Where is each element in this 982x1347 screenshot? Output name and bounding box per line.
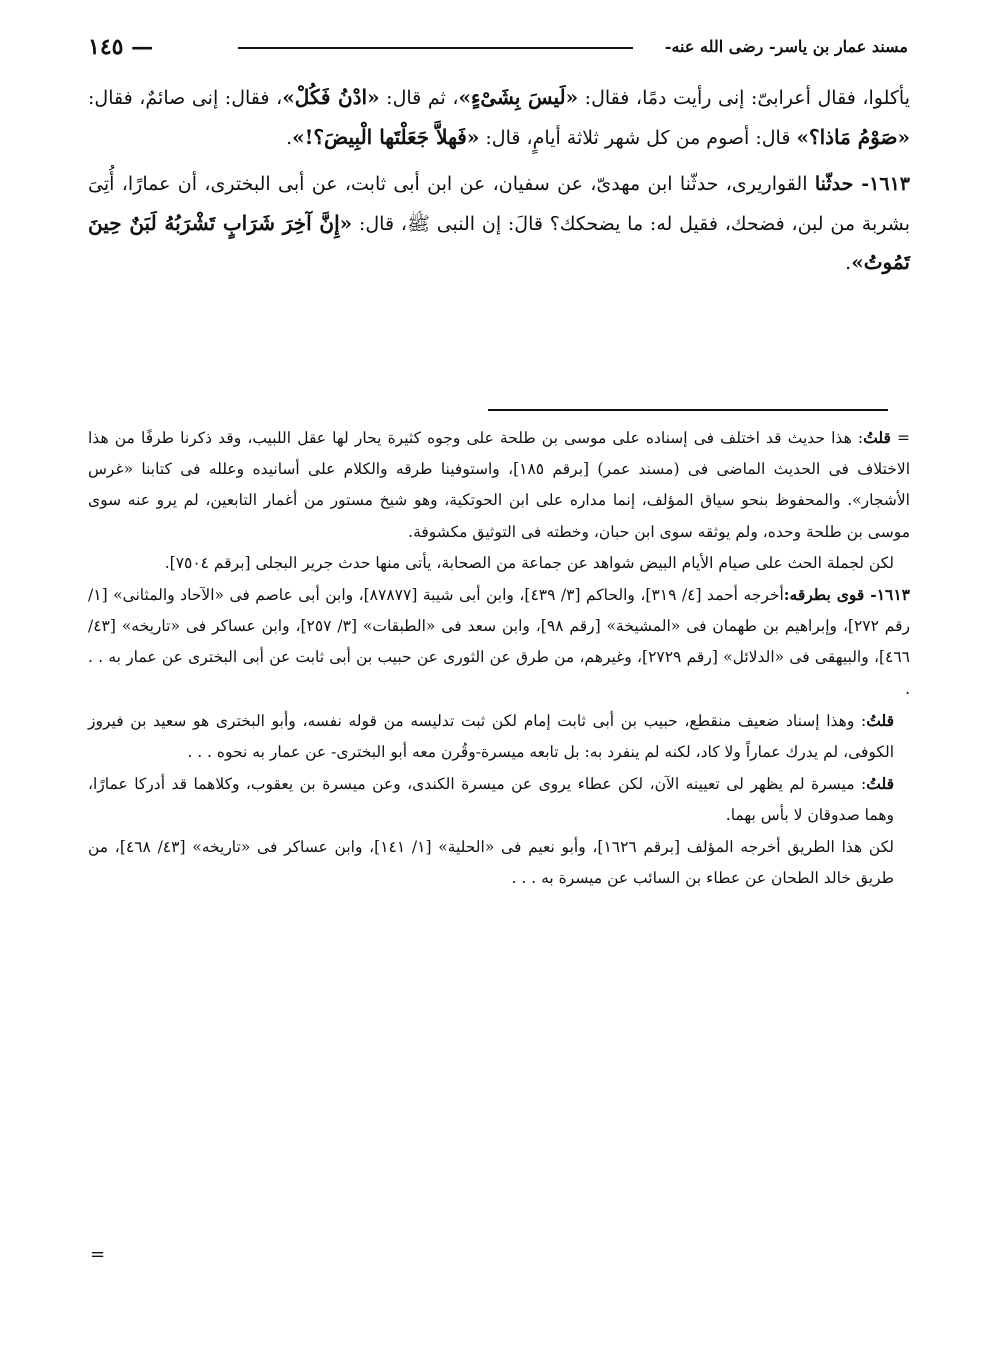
text-span: ، ثم قال: [379, 87, 459, 109]
text-span: : وهذا إسناد ضعيف منقطع، حبيب بن أبى ثابت إمام لكن ثبت تدليسه من قوله نفسه، وأبو البخترى هو سعيد بن فيروز الكوفى، لم يدرك عماراً ولا كاد، لكنه لم ينفرد به: بل تابعه ميسرة-وقُرن معه أبو البخترى- عن عمار به نحوه . . . [88, 711, 894, 762]
footnote-lead: ١٦١٣- قوى بطرقه: [783, 585, 911, 605]
footnote-separator [488, 409, 888, 411]
text-span: قال: أصوم من كل شهر ثلاثة أيامٍ، قال: [479, 126, 797, 149]
text-span: ، فقال: إنى صائمٌ، فقال: [88, 87, 283, 109]
main-text [88, 78, 910, 283]
running-title: مسند عمار بن ياسر- رضى الله عنه- [664, 37, 908, 56]
footnote-paragraph [88, 548, 910, 579]
hadith-lead: حدثّنا [814, 173, 862, 195]
page-number-value: ١٤٥ [88, 34, 124, 60]
prophetic-quote: «فَهلاَّ جَعَلْتَها الْبِيضَ؟!» [292, 124, 480, 149]
hadith-number: ١٦١٣- [861, 173, 910, 195]
text-span: أخرجه أحمد [٤/ ٣١٩]، والحاكم [٣/ ٤٣٩]، وابن أبى شيبة [٨٧٨٧٧]، وابن أبى عاصم فى «الآحاد والمثانى» [١/ رقم ٢٧٢]، وإبراهيم بن طهمان فى «المشيخة» [رقم ٩٨]، وابن سعد فى «الطبقات» [٣/ ٢٥٧]، وابن عساكر فى «تاريخه» [٤٣/ ٤٦٦]، والبيهقى فى «الدلائل» [رقم ٢٧٢٩]، وغيرهم، من طرق عن الثورى عن حبيب بن أبى ثابت عن أبى البخترى عن عمار به . . . [88, 586, 911, 698]
text-span: . [286, 126, 293, 149]
prophetic-quote: «صَوْمُ مَاذا؟» [796, 124, 910, 149]
prophetic-quote: «إِنَّ آخِرَ شَرَابٍ تَشْرَبُهُ لَبَنٌ حِينَ تَمُوتُ» [88, 210, 910, 274]
text-span: . [845, 252, 852, 274]
text-span: لكن هذا الطريق أخرجه المؤلف [برقم ١٦٢٦]، وأبو نعيم فى «الحلية» [١/ ١٤١]، وابن عساكر فى «تاريخه» [٤٣/ ٤٦٨]، من طريق خالد الطحان عن عطاء بن السائب عن ميسرة به . . . [88, 837, 894, 887]
footnote-lead: قلتُ [863, 428, 891, 447]
hadith-1613 [88, 165, 910, 283]
prophetic-quote: «لَيسَ بِشَىْءٍ» [458, 85, 579, 109]
footnote-paragraph [88, 832, 910, 894]
text-span: : هذا حديث قد اختلف فى إسناده على موسى بن طلحة على وجوه كثيرة يحار لها عقل اللبيب، وقد ذكرنا طرفًا من هذا الاختلاف فى الحديث الماضى فى (مسند عمر) [برقم ١٨٥]، واستوفينا طرقه والكلام على أسانيده وعلله فى كتابنا «غرس الأشجار». والمحفوظ بنحو سياق المؤلف، إنما مداره على ابن الحوتكية، وهو شيخ مستور من أغمار التابعين، لم يرو عنه سوى موسى بن طلحة وحده، ولم يوثقه سوى ابن حبان، وخطته فى التوثيق مكشوفة. [88, 429, 911, 541]
text-span: يأكلوا، فقال أعرابىّ: إنى رأيت دمًا، فقال: [578, 87, 910, 109]
continuation-marker: = [890, 429, 911, 447]
text-span: لكن لجملة الحث على صيام الأيام البيض شواهد عن جماعة من الصحابة، يأتى منها حدث جرير البجلى [برقم ٧٥٠٤]. [164, 553, 894, 572]
prophetic-quote: «ادْنُ فَكُلْ» [282, 85, 380, 109]
continuation-mark: = [90, 1244, 106, 1265]
page-header [88, 34, 908, 60]
footnote-lead: قلتُ [866, 710, 894, 730]
page-number: — ١٤٥ [88, 34, 154, 60]
footnote-paragraph [88, 422, 910, 548]
header-rule [238, 47, 633, 49]
footnotes [88, 422, 910, 894]
text-span: : ميسرة لم يظهر لى تعيينه الآن، لكن عطاء يروى عن ميسرة الكندى، وعن ميسرة بن يعقوب، وكلاهما قد أدركا عمارًا، وهما صدوقان لا بأس بهما. [88, 775, 894, 825]
footnote-paragraph [88, 579, 910, 705]
hadith-paragraph-continued [88, 78, 910, 157]
footnote-paragraph [88, 768, 910, 831]
footnote-lead: قلتُ [866, 774, 894, 794]
text-span: القواريرى، حدثّنا ابن مهدىّ، عن سفيان، عن ابن أبى ثابت، عن أبى البخترى، أن عمارًا، أُتِىَ بشربة من لبن، فضحك، فقيل له: ما يضحكك؟ قالَ: إن النبى ﷺ، قال: [88, 173, 911, 235]
footnote-paragraph [88, 705, 910, 768]
